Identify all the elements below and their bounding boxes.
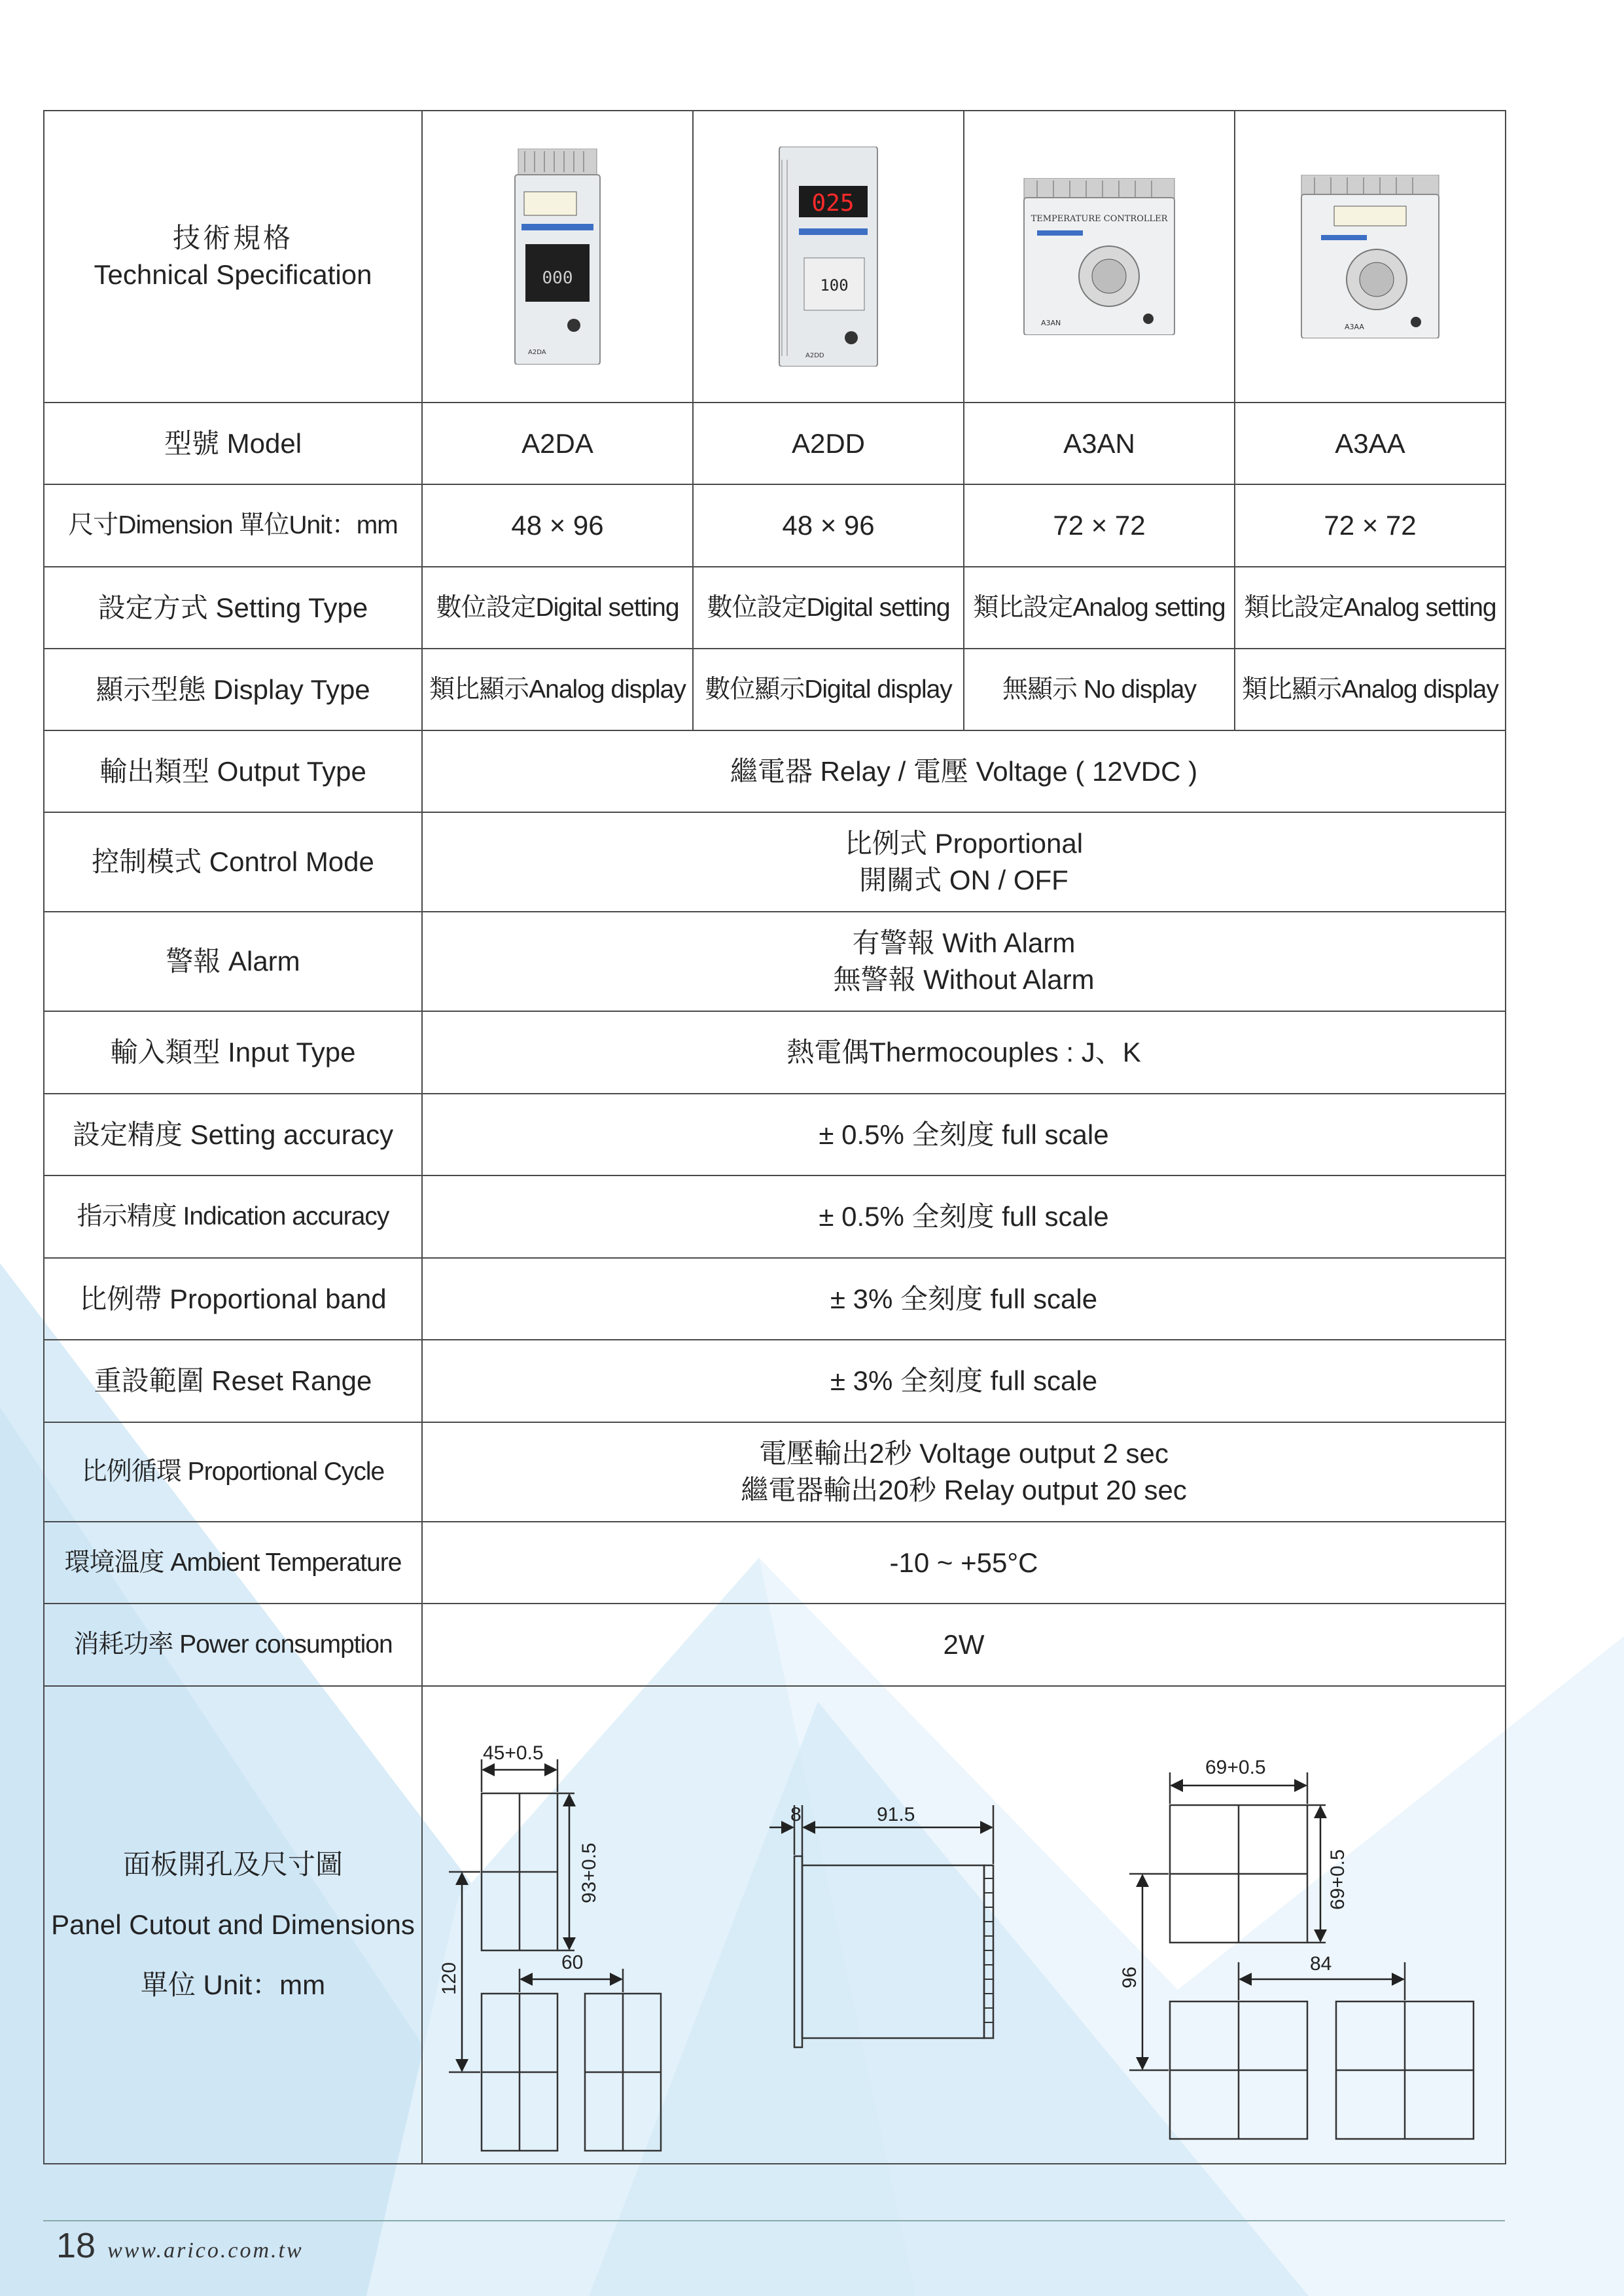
cutout-label-unit: 單位 Unit：mm xyxy=(140,1969,326,2000)
panel-cutout-drawing xyxy=(423,1687,1505,2162)
model-value: A2DA xyxy=(422,403,693,484)
row-label: 比例帶 Proportional band xyxy=(44,1258,422,1340)
row-alarm xyxy=(44,912,1506,1011)
row-label: 控制模式 Control Mode xyxy=(44,812,422,912)
setting-value: 數位設定Digital setting xyxy=(422,567,693,649)
spec-table xyxy=(43,110,1506,2164)
dimension-value: 72 × 72 xyxy=(964,484,1235,567)
controller-a3an-illustration xyxy=(1017,178,1181,335)
row-setting-type xyxy=(44,567,1506,649)
row-power-consumption xyxy=(44,1604,1506,1686)
alarm-line: 無警報 Without Alarm xyxy=(833,964,1095,995)
svg-text:TEMPERATURE CONTROLLER: TEMPERATURE CONTROLLER xyxy=(1031,214,1168,224)
row-label: 比例循環 Proportional Cycle xyxy=(44,1422,422,1522)
dim-93: 93+0.5 xyxy=(578,1842,600,1903)
proportional-cycle-value xyxy=(422,1422,1506,1522)
setting-value: 數位設定Digital setting xyxy=(693,567,964,649)
svg-text:A2DD: A2DD xyxy=(805,352,824,359)
row-label: 消耗功率 Power consumption xyxy=(44,1604,422,1686)
dim-91-5: 91.5 xyxy=(877,1804,915,1825)
product-image-a2dd xyxy=(693,111,964,403)
output-value: 繼電器 Relay / 電壓 Voltage ( 12VDC ) xyxy=(422,730,1506,812)
row-label: 指示精度 Indication accuracy xyxy=(44,1175,422,1258)
product-image-a2da xyxy=(422,111,693,403)
controller-a2dd-illustration xyxy=(773,147,884,367)
svg-text:A2DA: A2DA xyxy=(528,349,546,356)
row-label: 輸出類型 Output Type xyxy=(44,730,422,812)
setting-accuracy-value: ± 0.5% 全刻度 full scale xyxy=(422,1094,1506,1175)
row-reset-range xyxy=(44,1340,1506,1422)
row-label: 顯示型態 Display Type xyxy=(44,649,422,730)
reset-range-value: ± 3% 全刻度 full scale xyxy=(422,1340,1506,1422)
product-image-a3an xyxy=(964,111,1235,403)
dimension-value: 48 × 96 xyxy=(422,484,693,567)
dim-96: 96 xyxy=(1119,1966,1140,1988)
row-label: 設定精度 Setting accuracy xyxy=(44,1094,422,1175)
setting-value: 類比設定Analog setting xyxy=(1235,567,1506,649)
dim-8: 8 xyxy=(790,1804,802,1825)
display-value: 類比顯示Analog display xyxy=(1235,649,1506,730)
row-control-mode xyxy=(44,812,1506,912)
row-label: 設定方式 Setting Type xyxy=(44,567,422,649)
row-label: 型號 Model xyxy=(44,403,422,484)
header-label-en: Technical Specification xyxy=(94,259,372,290)
svg-text:A3AN: A3AN xyxy=(1041,319,1061,327)
row-display-type xyxy=(44,649,1506,730)
row-label: 警報 Alarm xyxy=(44,912,422,1011)
ambient-value: -10 ~ +55°C xyxy=(422,1522,1506,1604)
row-label: 輸入類型 Input Type xyxy=(44,1011,422,1094)
proportional-band-value: ± 3% 全刻度 full scale xyxy=(422,1258,1506,1340)
cutout-label xyxy=(44,1686,422,2164)
dimension-value: 72 × 72 xyxy=(1235,484,1506,567)
row-output-type xyxy=(44,730,1506,812)
cutout-drawing-cell xyxy=(422,1686,1506,2164)
row-label: 環境溫度 Ambient Temperature xyxy=(44,1522,422,1604)
model-value: A2DD xyxy=(693,403,964,484)
alarm-line: 有警報 With Alarm xyxy=(852,927,1076,958)
dim-69-height: 69+0.5 xyxy=(1327,1849,1349,1910)
svg-text:025: 025 xyxy=(811,190,855,217)
row-proportional-cycle xyxy=(44,1422,1506,1522)
page-footer xyxy=(56,2225,304,2266)
display-value: 數位顯示Digital display xyxy=(693,649,964,730)
dimension-value: 48 × 96 xyxy=(693,484,964,567)
controller-a2da-illustration xyxy=(508,149,607,365)
dim-69-width: 69+0.5 xyxy=(1205,1757,1266,1778)
svg-text:100: 100 xyxy=(820,276,849,295)
row-input-type xyxy=(44,1011,1506,1094)
row-proportional-band xyxy=(44,1258,1506,1340)
cycle-line: 繼電器輸出20秒 Relay output 20 sec xyxy=(741,1475,1187,1505)
cycle-line: 電壓輸出2秒 Voltage output 2 sec xyxy=(759,1438,1169,1469)
page-number: 18 xyxy=(56,2226,96,2265)
dim-60: 60 xyxy=(561,1952,584,1973)
display-value: 無顯示 No display xyxy=(964,649,1235,730)
dim-84: 84 xyxy=(1310,1953,1332,1975)
row-label: 重設範圍 Reset Range xyxy=(44,1340,422,1422)
indication-accuracy-value: ± 0.5% 全刻度 full scale xyxy=(422,1175,1506,1258)
input-value: 熱電偶Thermocouples : J、K xyxy=(422,1011,1506,1094)
row-panel-cutout xyxy=(44,1686,1506,2164)
power-value: 2W xyxy=(422,1604,1506,1686)
header-label-zh: 技術規格 xyxy=(172,223,293,253)
model-value: A3AN xyxy=(964,403,1235,484)
row-setting-accuracy xyxy=(44,1094,1506,1175)
control-line: 開關式 ON / OFF xyxy=(859,865,1068,895)
row-dimension xyxy=(44,484,1506,567)
row-indication-accuracy xyxy=(44,1175,1506,1258)
row-model xyxy=(44,403,1506,484)
control-line: 比例式 Proportional xyxy=(844,828,1084,859)
dim-120: 120 xyxy=(438,1962,460,1995)
row-ambient-temperature xyxy=(44,1522,1506,1604)
row-label: 尺寸Dimension 單位Unit：mm xyxy=(44,484,422,567)
model-value: A3AA xyxy=(1235,403,1506,484)
cutout-label-zh: 面板開孔及尺寸圖 xyxy=(122,1849,343,1880)
dim-45: 45+0.5 xyxy=(483,1742,544,1764)
display-value: 類比顯示Analog display xyxy=(422,649,693,730)
cutout-label-en: Panel Cutout and Dimensions xyxy=(51,1909,415,1940)
setting-value: 類比設定Analog setting xyxy=(964,567,1235,649)
header-label xyxy=(44,111,422,403)
control-value xyxy=(422,812,1506,912)
controller-a3aa-illustration xyxy=(1295,175,1445,338)
footer-divider xyxy=(43,2220,1505,2221)
svg-text:000: 000 xyxy=(542,268,573,288)
product-image-a3aa xyxy=(1235,111,1506,403)
alarm-value xyxy=(422,912,1506,1011)
header-row xyxy=(44,111,1506,403)
website-link[interactable]: www.arico.com.tw xyxy=(107,2238,304,2263)
svg-text:A3AA: A3AA xyxy=(1345,323,1364,331)
